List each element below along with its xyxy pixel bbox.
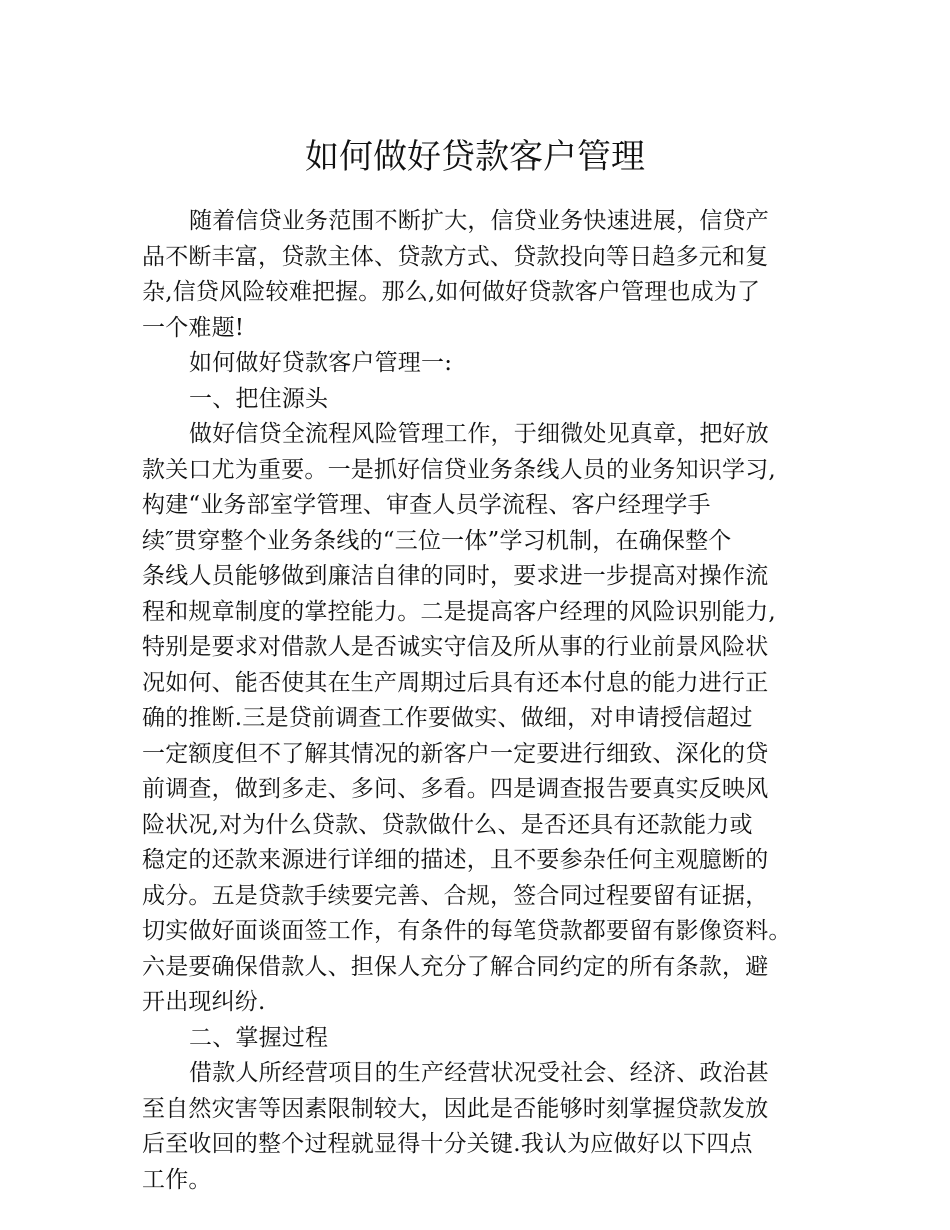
text-line: 二、掌握过程 (189, 1024, 329, 1051)
text-line: 前调查，做到多走、多问、多看。四是调查报告要真实反映风 (142, 776, 769, 802)
text-line: 续″贯穿整个业务条线的“三位一体”学习机制，在确保整个 (142, 527, 732, 554)
text-line: 稳定的还款来源进行详细的描述，且不要参杂任何主观臆断的 (142, 847, 769, 873)
text-line: 后至收回的整个过程就显得十分关键.我认为应做好以下四点 (142, 1131, 753, 1157)
text-line: 六是要确保借款人、担保人充分了解合同约定的所有条款，避 (142, 953, 769, 980)
text-line: 品不断丰富，贷款主体、贷款方式、贷款投向等日趋多元和复 (142, 243, 769, 270)
text-line: 至自然灾害等因素限制较大，因此是否能够时刻掌握贷款发放 (142, 1095, 769, 1122)
text-line: 成分。五是贷款手续要完善、合规，签合同过程要留有证据， (142, 882, 769, 909)
text-line: 款关口尤为重要。一是抓好信贷业务条线人员的业务知识学习, (142, 456, 776, 483)
text-line: 程和规章制度的掌控能力。二是提高客户经理的风险识别能力, (142, 598, 776, 625)
text-line: 工作。 (142, 1166, 212, 1193)
text-line: 借款人所经营项目的生产经营状况受社会、经济、政治甚 (189, 1060, 769, 1086)
text-line: 况如何、能否使其在生产周期过后具有还本付息的能力进行正 (142, 669, 769, 696)
text-line: 一定额度但不了解其情况的新客户一定要进行细致、深化的贷 (142, 740, 769, 767)
text-line: 开出现纠纷. (142, 989, 266, 1015)
text-line: 特别是要求对借款人是否诚实守信及所从事的行业前景风险状 (142, 634, 769, 660)
text-line: 确的推断.三是贷前调查工作要做实、做细，对申请授信超过 (142, 705, 753, 731)
text-line: 杂,信贷风险较难把握。那么,如何做好贷款客户管理也成为了 (142, 279, 761, 305)
text-line: 险状况,对为什么贷款、贷款做什么、是否还具有还款能力或 (142, 811, 753, 838)
document-title: 如何做好贷款客户管理 (305, 136, 645, 177)
text-line: 随着信贷业务范围不断扩大，信贷业务快速进展，信贷产 (189, 208, 769, 234)
text-line: 条线人员能够做到廉洁自律的同时，要求进一步提高对操作流 (142, 563, 769, 589)
text-line: 一个难题! (142, 314, 245, 341)
text-line: 如何做好贷款客户管理一: (189, 350, 453, 376)
document-body (142, 204, 832, 1198)
text-line: 切实做好面谈面签工作，有条件的每笔贷款都要留有影像资料。 (142, 918, 792, 944)
text-line: 构建“业务部室学管理、审查人员学流程、客户经理学手 (142, 492, 711, 518)
text-line: 做好信贷全流程风险管理工作，于细微处见真章，把好放 (189, 421, 769, 447)
text-line: 一、把住源头 (189, 385, 329, 412)
